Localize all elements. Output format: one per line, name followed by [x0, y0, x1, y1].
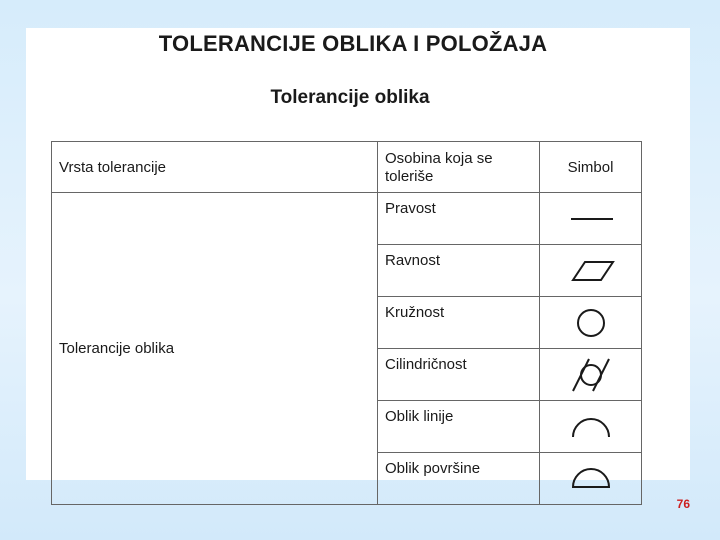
flatness-icon [561, 256, 621, 286]
slide-title: TOLERANCIJE OBLIKA I POLOŽAJA [158, 31, 548, 56]
property-name: Kružnost [378, 297, 540, 349]
symbol-cell [540, 349, 642, 401]
surface-profile-icon [561, 463, 621, 495]
line-profile-icon [561, 411, 621, 443]
cylindricity-icon [561, 356, 621, 394]
tolerance-group-label: Tolerancije oblika [52, 193, 378, 505]
circularity-icon [561, 306, 621, 340]
property-name: Ravnost [378, 245, 540, 297]
symbol-cell [540, 453, 642, 505]
header-tolerance-type: Vrsta tolerancije [52, 142, 378, 193]
slide-subtitle: Tolerancije oblika [270, 87, 430, 108]
symbol-cell [540, 193, 642, 245]
property-name: Pravost [378, 193, 540, 245]
property-name: Cilindričnost [378, 349, 540, 401]
tolerance-table [51, 141, 642, 505]
symbol-cell [540, 297, 642, 349]
page-number: 76 [676, 497, 690, 511]
table-header-row [52, 142, 642, 193]
table-row [52, 193, 642, 245]
symbol-cell [540, 245, 642, 297]
straightness-icon [561, 204, 621, 234]
header-property: Osobina koja se toleriše [378, 142, 540, 193]
header-symbol: Simbol [540, 142, 642, 193]
symbol-cell [540, 401, 642, 453]
property-name: Oblik površine [378, 453, 540, 505]
property-name: Oblik linije [378, 401, 540, 453]
